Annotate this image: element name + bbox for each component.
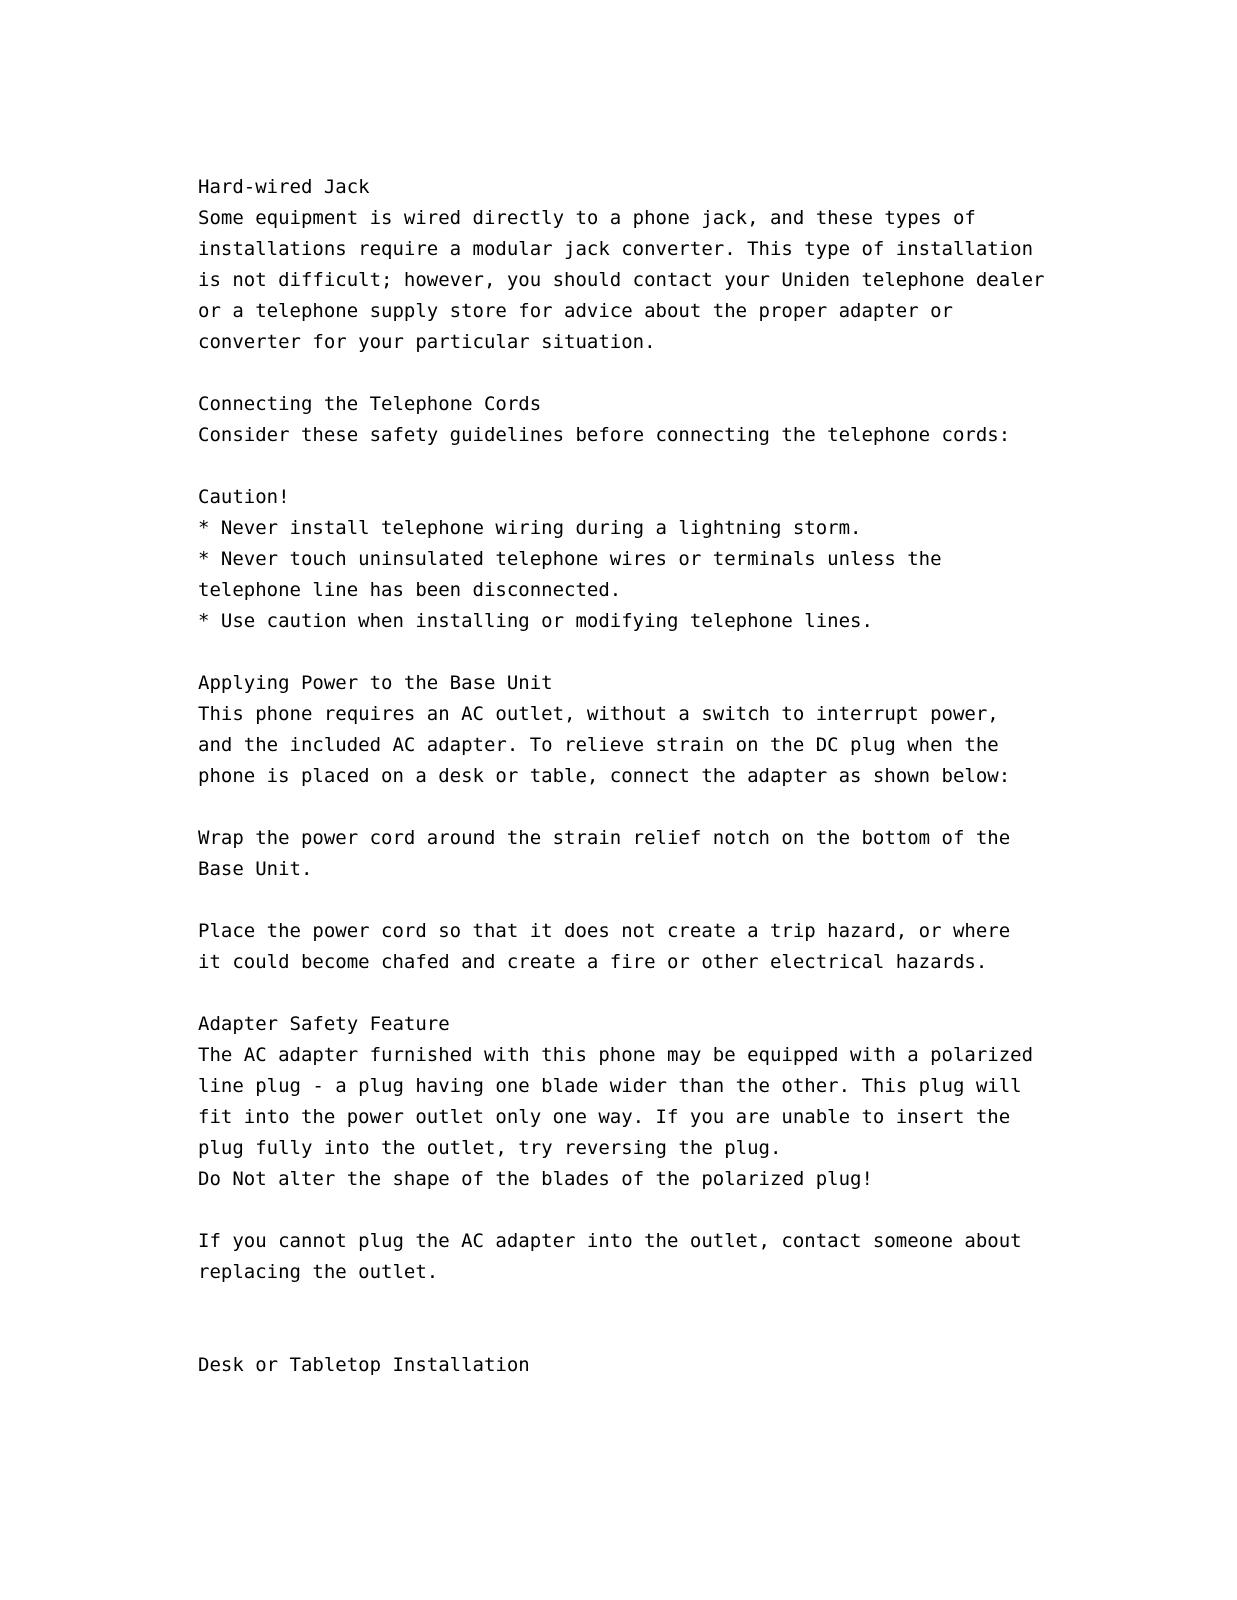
document-line: it could become chafed and create a fire or other electrical hazards. xyxy=(198,951,988,973)
document-line: phone is placed on a desk or table, connect the adapter as shown below: xyxy=(198,765,1011,787)
document-line xyxy=(198,978,1058,1009)
document-line: Adapter Safety Feature xyxy=(198,1013,450,1035)
document-line: installations require a modular jack converter. This type of installation xyxy=(198,238,1034,260)
document-line: or a telephone supply store for advice about the proper adapter or xyxy=(198,300,953,322)
document-line xyxy=(198,637,1058,668)
document-line: This phone requires an AC outlet, without a switch to interrupt power, xyxy=(198,703,999,725)
document-line: replacing the outlet. xyxy=(198,1261,439,1283)
document-line: Desk or Tabletop Installation xyxy=(198,1354,530,1376)
document-line: telephone line has been disconnected. xyxy=(198,579,622,601)
document-line: converter for your particular situation. xyxy=(198,331,656,353)
document-line: fit into the power outlet only one way. If you are unable to insert the xyxy=(198,1106,1011,1128)
document-line: Consider these safety guidelines before connecting the telephone cords: xyxy=(198,424,1011,446)
document-line: and the included AC adapter. To relieve strain on the DC plug when the xyxy=(198,734,999,756)
document-line: If you cannot plug the AC adapter into the outlet, contact someone about xyxy=(198,1230,1022,1252)
document-line xyxy=(198,1319,1058,1350)
document-line xyxy=(198,1288,1058,1319)
document-line: is not difficult; however, you should contact your Uniden telephone dealer xyxy=(198,269,1045,291)
document-line: Do Not alter the shape of the blades of the polarized plug! xyxy=(198,1168,873,1190)
document-line: Connecting the Telephone Cords xyxy=(198,393,542,415)
document-line: The AC adapter furnished with this phone may be equipped with a polarized xyxy=(198,1044,1034,1066)
document-line: Place the power cord so that it does not create a trip hazard, or where xyxy=(198,920,1011,942)
document-line: plug fully into the outlet, try reversing the plug. xyxy=(198,1137,782,1159)
document-line xyxy=(198,792,1058,823)
document-line xyxy=(198,358,1058,389)
document-line xyxy=(198,451,1058,482)
document-line: Caution! xyxy=(198,486,290,508)
document-line: line plug - a plug having one blade wider than the other. This plug will xyxy=(198,1075,1022,1097)
document-line xyxy=(198,885,1058,916)
document-line: Applying Power to the Base Unit xyxy=(198,672,553,694)
document-text xyxy=(198,172,1058,1381)
document-line: Base Unit. xyxy=(198,858,313,880)
document-line xyxy=(198,1195,1058,1226)
document-line: * Never install telephone wiring during a lightning storm. xyxy=(198,517,862,539)
document-line: Some equipment is wired directly to a phone jack, and these types of xyxy=(198,207,976,229)
document-line: * Use caution when installing or modifying telephone lines. xyxy=(198,610,873,632)
document-line: * Never touch uninsulated telephone wires or terminals unless the xyxy=(198,548,942,570)
document-line: Wrap the power cord around the strain relief notch on the bottom of the xyxy=(198,827,1011,849)
document-line: Hard-wired Jack xyxy=(198,176,370,198)
